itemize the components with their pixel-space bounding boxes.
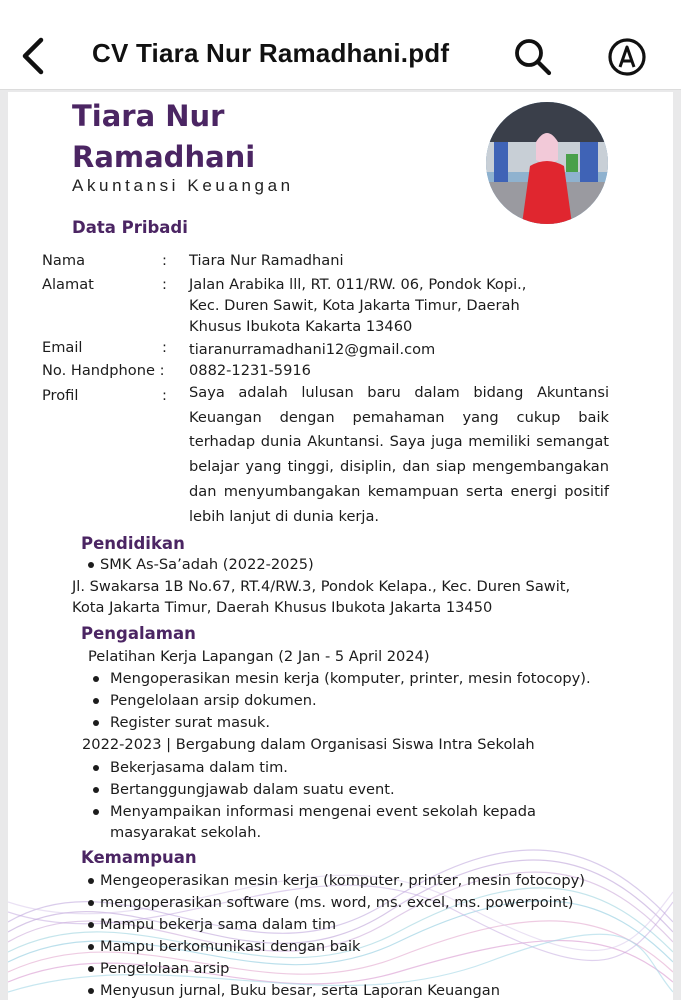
- value-name: Tiara Nur Ramadhani: [189, 252, 344, 269]
- skill-item: mengoperasikan software (ms. word, ms. excel, ms. powerpoint): [100, 894, 574, 911]
- education-address-line2: Kota Jakarta Timur, Daerah Khusus Ibukota Jakarta 13450: [72, 599, 493, 616]
- experience-job2-item: Bekerjasama dalam tim.: [110, 759, 288, 776]
- label-profile: Profil: [42, 387, 79, 404]
- bullet: [88, 878, 94, 884]
- section-heading-education: Pendidikan: [81, 534, 185, 553]
- skill-item: Mengeoperasikan mesin kerja (komputer, printer, mesin fotocopy): [100, 872, 585, 889]
- experience-job1-title: Pelatihan Kerja Lapangan (2 Jan - 5 April 2024): [88, 648, 430, 665]
- value-profile: Saya adalah lulusan baru dalam bidang Akuntansi Keuangan dengan pemahaman yang cukup baik terhadap dunia Akuntansi. Saya juga memiliki semangat belajar yang tinggi, disiplin, dan siap mengembangakan dan menyumbangakan kemampuan serta energi positif lebih lanjut di dunia kerja.: [189, 384, 609, 525]
- label-name: Nama: [42, 252, 86, 269]
- education-address-line1: Jl. Swakarsa 1B No.67, RT.4/RW.3, Pondok Kelapa., Kec. Duren Sawit,: [72, 578, 571, 595]
- label-address: Alamat: [42, 276, 94, 293]
- bullet: [93, 698, 99, 704]
- experience-job1-item: Mengoperasikan mesin kerja (komputer, printer, mesin fotocopy).: [110, 670, 591, 687]
- bullet: [88, 922, 94, 928]
- colon: :: [162, 252, 167, 269]
- bullet: [93, 676, 99, 682]
- bullet: [88, 966, 94, 972]
- skill-item: Menyusun jurnal, Buku besar, serta Laporan Keuangan: [100, 982, 500, 999]
- toolbar: [0, 0, 681, 90]
- back-button[interactable]: [14, 34, 54, 78]
- experience-job1-item: Pengelolaan arsip dokumen.: [110, 692, 317, 709]
- value-phone: 0882-1231-5916: [189, 362, 311, 379]
- cv-role: Akuntansi Keuangan: [72, 176, 294, 195]
- bullet: [88, 900, 94, 906]
- chevron-left-icon: [14, 34, 54, 78]
- experience-job2-item: Bertanggungjawab dalam suatu event.: [110, 781, 395, 798]
- bullet: [93, 765, 99, 771]
- bullet: [93, 720, 99, 726]
- experience-job1-item: Register surat masuk.: [110, 714, 270, 731]
- section-heading-experience: Pengalaman: [81, 624, 196, 643]
- value-address-line3: Khusus Ibukota Kakarta 13460: [189, 318, 413, 335]
- bullet: [93, 809, 99, 815]
- bullet: [88, 562, 94, 568]
- markup-pen-icon: [606, 36, 648, 78]
- document-title: CV Tiara Nur Ramadhani.pdf: [92, 38, 450, 68]
- colon: :: [162, 387, 167, 404]
- markup-button[interactable]: [606, 36, 648, 78]
- label-phone: No. Handphone :: [42, 362, 165, 379]
- experience-job2-item-continued: masyarakat sekolah.: [110, 824, 262, 841]
- experience-job2-item: Menyampaikan informasi mengenai event sekolah kepada: [110, 803, 536, 820]
- bullet: [93, 787, 99, 793]
- value-address-line2: Kec. Duren Sawit, Kota Jakarta Timur, Daerah: [189, 297, 520, 314]
- education-school: SMK As-Sa’adah (2022-2025): [100, 556, 314, 573]
- section-heading-skills: Kemampuan: [81, 848, 197, 867]
- colon: :: [162, 276, 167, 293]
- label-email: Email: [42, 339, 83, 356]
- bullet: [88, 988, 94, 994]
- experience-job2-title: 2022-2023 | Bergabung dalam Organisasi Siswa Intra Sekolah: [82, 736, 535, 753]
- search-icon: [512, 36, 554, 78]
- profile-photo: [486, 102, 608, 224]
- pdf-page[interactable]: [8, 92, 673, 1000]
- skill-item: Pengelolaan arsip: [100, 960, 230, 977]
- bullet: [88, 944, 94, 950]
- section-heading-personal: Data Pribadi: [72, 218, 188, 237]
- value-email: tiaranurramadhani12@gmail.com: [189, 341, 436, 358]
- colon: :: [162, 339, 167, 356]
- cv-name: Tiara Nur Ramadhani: [72, 99, 256, 174]
- skill-item: Mampu berkomunikasi dengan baik: [100, 938, 361, 955]
- value-address-line1: Jalan Arabika lll, RT. 011/RW. 06, Pondok Kopi.,: [189, 276, 527, 293]
- search-button[interactable]: [512, 36, 554, 78]
- skill-item: Mampu bekerja sama dalam tim: [100, 916, 337, 933]
